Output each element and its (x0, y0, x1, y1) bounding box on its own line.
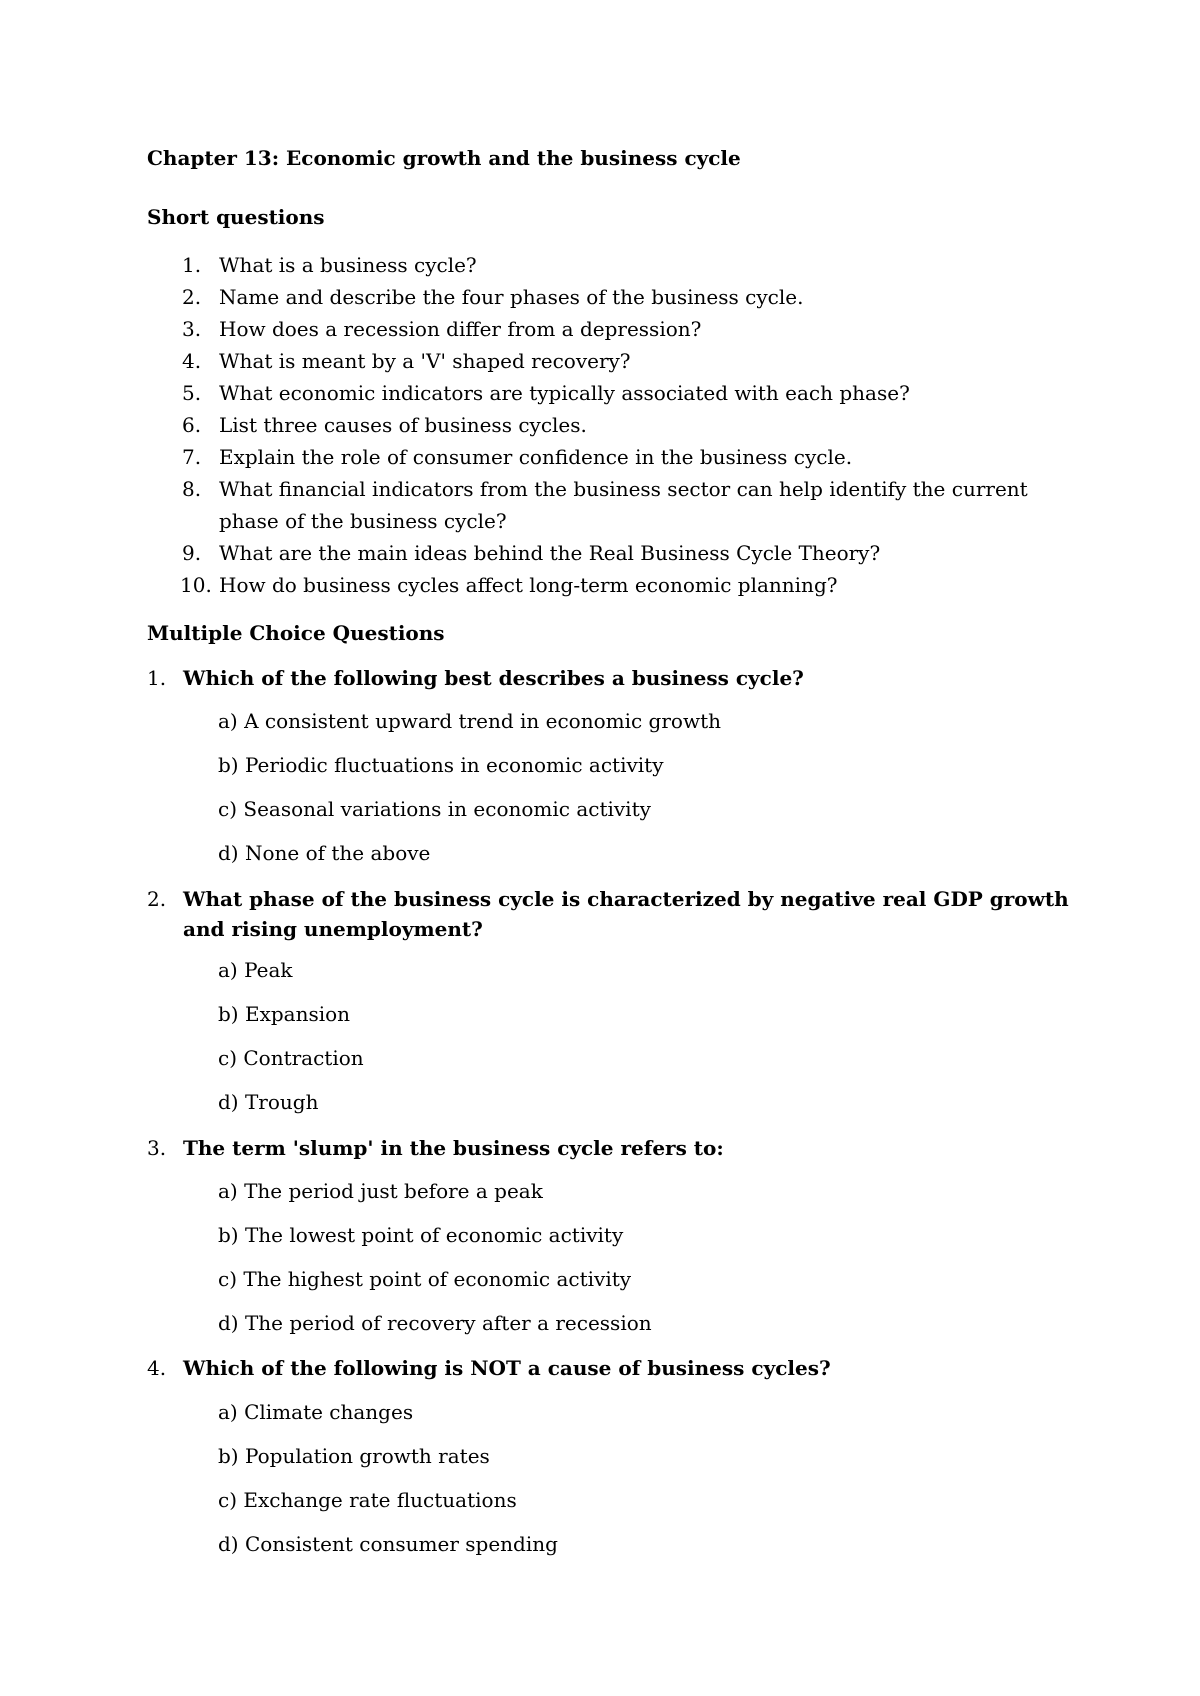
question-text: Name and describe the four phases of the business cycle. (219, 285, 804, 309)
question-text: What are the main ideas behind the Real Business Cycle Theory? (219, 541, 881, 565)
question-text: Which of the following best describes a business cycle? (183, 666, 804, 690)
mc-question (147, 663, 1077, 693)
mc-question (147, 1353, 1077, 1383)
short-question-item (147, 377, 1077, 409)
question-number: 4. (182, 349, 202, 373)
answer-option: c) Exchange rate fluctuations (218, 1488, 517, 1512)
question-text: Which of the following is NOT a cause of business cycles? (183, 1356, 831, 1380)
answer-option: b) Periodic fluctuations in economic activity (218, 753, 664, 777)
answer-option: d) The period of recovery after a recession (218, 1311, 652, 1335)
question-text: How do business cycles affect long-term economic planning? (219, 573, 838, 597)
multiple-choice-heading: Multiple Choice Questions (147, 621, 445, 645)
question-text: Explain the role of consumer confidence in the business cycle. (219, 445, 853, 469)
question-number: 9. (182, 541, 202, 565)
answer-option: d) Trough (218, 1090, 319, 1114)
answer-option: b) The lowest point of economic activity (218, 1223, 624, 1247)
question-text: The term 'slump' in the business cycle refers to: (183, 1136, 724, 1160)
answer-option: a) Climate changes (218, 1400, 414, 1424)
answer-option: a) Peak (218, 958, 293, 982)
short-question-item (147, 473, 1077, 537)
question-text: What financial indicators from the business sector can help identify the current phase of the business cycle? (219, 477, 1028, 533)
short-questions-heading: Short questions (147, 205, 325, 229)
answer-option: b) Population growth rates (218, 1444, 490, 1468)
short-question-item (147, 409, 1077, 441)
short-question-item (147, 345, 1077, 377)
question-number: 7. (182, 445, 202, 469)
question-number: 5. (182, 381, 202, 405)
question-number: 2. (147, 887, 167, 911)
question-text: What phase of the business cycle is characterized by negative real GDP growth and rising unemployment? (183, 887, 1069, 941)
mc-question (147, 884, 1077, 944)
question-number: 3. (147, 1136, 167, 1160)
question-number: 1. (147, 666, 167, 690)
question-number: 2. (182, 285, 202, 309)
answer-option: c) Contraction (218, 1046, 364, 1070)
answer-option: b) Expansion (218, 1002, 351, 1026)
question-text: List three causes of business cycles. (219, 413, 587, 437)
short-question-item (147, 249, 1077, 281)
short-question-item (147, 569, 1077, 601)
question-text: What is meant by a 'V' shaped recovery? (219, 349, 631, 373)
answer-option: c) The highest point of economic activity (218, 1267, 632, 1291)
answer-option: d) Consistent consumer spending (218, 1532, 558, 1556)
answer-option: d) None of the above (218, 841, 431, 865)
question-number: 1. (182, 253, 202, 277)
short-question-item (147, 281, 1077, 313)
short-question-item (147, 441, 1077, 473)
short-questions-list (147, 249, 1077, 601)
short-question-item (147, 537, 1077, 569)
question-text: What economic indicators are typically associated with each phase? (219, 381, 910, 405)
answer-option: c) Seasonal variations in economic activity (218, 797, 651, 821)
question-number: 3. (182, 317, 202, 341)
mc-question (147, 1133, 1077, 1163)
question-number: 4. (147, 1356, 167, 1380)
question-number: 6. (182, 413, 202, 437)
answer-option: a) A consistent upward trend in economic growth (218, 709, 721, 733)
question-text: How does a recession differ from a depression? (219, 317, 702, 341)
chapter-title: Chapter 13: Economic growth and the business cycle (147, 146, 741, 170)
question-number: 10. (180, 573, 212, 597)
answer-option: a) The period just before a peak (218, 1179, 543, 1203)
question-number: 8. (182, 477, 202, 501)
short-question-item (147, 313, 1077, 345)
question-text: What is a business cycle? (219, 253, 477, 277)
